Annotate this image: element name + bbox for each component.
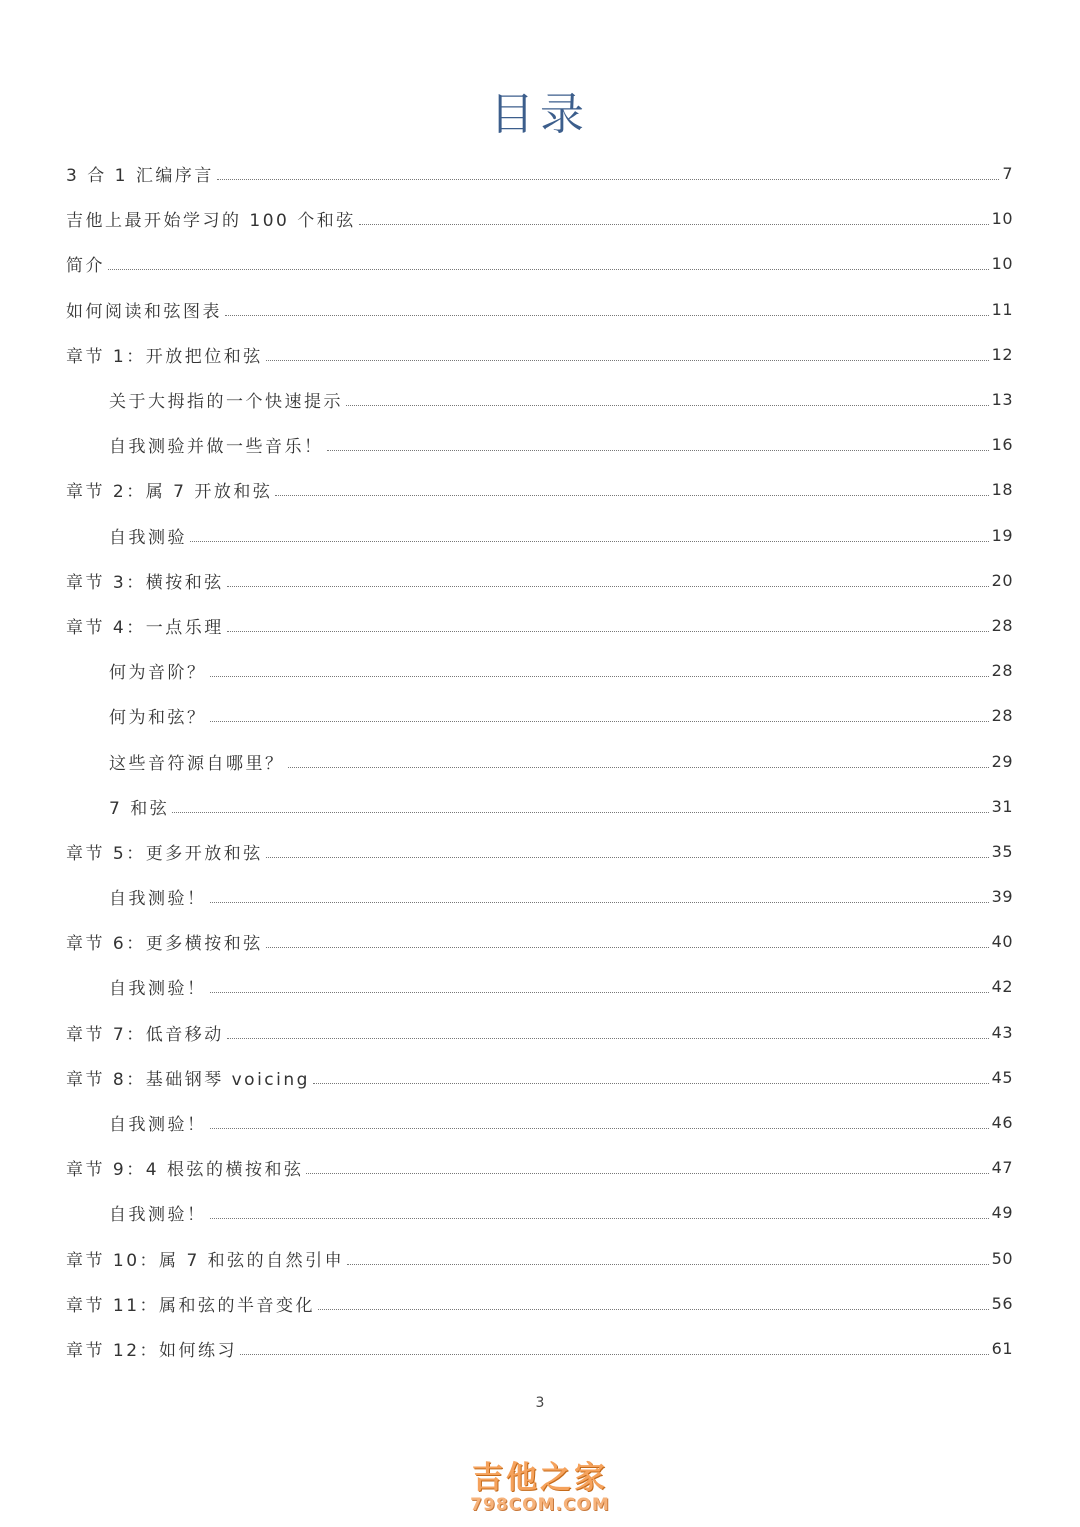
toc-dot-leader	[288, 767, 989, 768]
toc-dot-leader	[306, 1173, 988, 1174]
toc-dot-leader	[266, 947, 989, 948]
toc-entry-page: 10	[991, 254, 1013, 274]
page-title: 目录	[490, 89, 590, 140]
toc-entry-label: 自我测验并做一些音乐！	[109, 437, 324, 458]
toc-entry-label: 自我测验！	[109, 889, 207, 910]
toc-entry[interactable]	[66, 513, 1013, 558]
toc-entry[interactable]	[66, 1145, 1013, 1190]
toc-entry[interactable]	[66, 151, 1013, 196]
toc-dot-leader	[275, 495, 988, 496]
toc-entry[interactable]	[66, 874, 1013, 919]
toc-dot-leader	[266, 857, 989, 858]
toc-entry-label: 章节 12：如何练习	[66, 1340, 238, 1361]
toc-dot-leader	[210, 1218, 989, 1219]
toc-dot-leader	[266, 360, 989, 361]
toc-dot-leader	[313, 1083, 989, 1084]
toc-entry-page: 50	[991, 1248, 1013, 1268]
toc-entry[interactable]	[66, 784, 1013, 829]
toc-entry-page: 45	[991, 1067, 1013, 1087]
toc-dot-leader	[190, 541, 989, 542]
toc-entry-label: 章节 1：开放把位和弦	[66, 346, 263, 367]
toc-entry-label: 章节 8：基础钢琴 voicing	[66, 1069, 310, 1090]
toc-entry-label: 章节 9：4 根弦的横按和弦	[66, 1160, 304, 1181]
toc-entry[interactable]	[66, 964, 1013, 1009]
toc-entry-label: 章节 10：属 7 和弦的自然引申	[66, 1250, 345, 1271]
toc-dot-leader	[240, 1354, 989, 1355]
toc-entry-label: 章节 11：属和弦的半音变化	[66, 1295, 316, 1316]
toc-entry-page: 28	[991, 706, 1013, 726]
toc-entry[interactable]	[66, 919, 1013, 964]
toc-dot-leader	[217, 179, 999, 180]
toc-entry-page: 49	[991, 1203, 1013, 1223]
toc-entry-page: 31	[991, 796, 1013, 816]
watermark-logo	[440, 1452, 640, 1515]
toc-entry[interactable]	[66, 287, 1013, 332]
toc-entry-label: 3 合 1 汇编序言	[66, 166, 214, 187]
toc-entry-label: 如何阅读和弦图表	[66, 301, 222, 322]
toc-entry-page: 28	[991, 615, 1013, 635]
toc-dot-leader	[210, 1128, 989, 1129]
toc-entry[interactable]	[66, 467, 1013, 512]
toc-entry[interactable]	[66, 648, 1013, 693]
toc-entry-label: 关于大拇指的一个快速提示	[109, 392, 343, 413]
toc-entry-label: 章节 2：属 7 开放和弦	[66, 482, 273, 503]
toc-entry[interactable]	[66, 738, 1013, 783]
toc-entry[interactable]	[66, 558, 1013, 603]
toc-entry-page: 61	[991, 1338, 1013, 1358]
toc-entry-label: 何为和弦？	[109, 708, 207, 729]
toc-entry[interactable]	[66, 1236, 1013, 1281]
toc-entry-label: 何为音阶？	[109, 663, 207, 684]
toc-entry-label: 简介	[66, 256, 105, 277]
toc-entry[interactable]	[66, 1326, 1013, 1371]
table-of-contents	[66, 151, 1013, 1371]
toc-dot-leader	[227, 1038, 989, 1039]
toc-entry-page: 10	[991, 209, 1013, 229]
toc-dot-leader	[346, 405, 989, 406]
toc-entry-page: 28	[991, 661, 1013, 681]
toc-entry-page: 35	[991, 841, 1013, 861]
toc-dot-leader	[359, 224, 989, 225]
toc-entry[interactable]	[66, 241, 1013, 286]
toc-entry[interactable]	[66, 377, 1013, 422]
toc-entry[interactable]	[66, 1055, 1013, 1100]
toc-entry[interactable]	[66, 332, 1013, 377]
toc-entry-label: 章节 5：更多开放和弦	[66, 843, 263, 864]
toc-entry-label: 自我测验！	[109, 1205, 207, 1226]
toc-entry-label: 章节 6：更多横按和弦	[66, 934, 263, 955]
toc-entry-page: 11	[991, 299, 1013, 319]
toc-entry[interactable]	[66, 1190, 1013, 1235]
toc-entry-page: 13	[991, 390, 1013, 410]
toc-entry-page: 39	[991, 887, 1013, 907]
toc-entry-label: 章节 7：低音移动	[66, 1024, 224, 1045]
toc-entry-label: 自我测验	[109, 527, 187, 548]
toc-dot-leader	[327, 450, 989, 451]
toc-dot-leader	[210, 676, 989, 677]
toc-entry[interactable]	[66, 1281, 1013, 1326]
toc-entry-page: 18	[991, 480, 1013, 500]
toc-entry-label: 自我测验！	[109, 979, 207, 1000]
toc-entry-page: 20	[991, 570, 1013, 590]
toc-entry[interactable]	[66, 422, 1013, 467]
watermark-sub-text: 798COM.COM	[470, 1495, 610, 1515]
toc-dot-leader	[172, 812, 988, 813]
page-number: 3	[535, 1395, 545, 1411]
toc-entry-page: 16	[991, 435, 1013, 455]
toc-entry-label: 章节 3：横按和弦	[66, 572, 224, 593]
toc-entry-page: 42	[991, 977, 1013, 997]
toc-entry[interactable]	[66, 829, 1013, 874]
toc-dot-leader	[210, 992, 989, 993]
toc-entry[interactable]	[66, 693, 1013, 738]
toc-dot-leader	[225, 315, 989, 316]
toc-dot-leader	[227, 586, 989, 587]
toc-entry-page: 46	[991, 1113, 1013, 1133]
toc-entry-page: 47	[991, 1158, 1013, 1178]
watermark-main-text: 吉他之家	[472, 1460, 608, 1496]
toc-dot-leader	[210, 721, 989, 722]
toc-entry-page: 40	[991, 932, 1013, 952]
toc-entry-label: 章节 4：一点乐理	[66, 617, 224, 638]
toc-entry-page: 12	[991, 344, 1013, 364]
toc-entry-page: 43	[991, 1022, 1013, 1042]
toc-dot-leader	[318, 1309, 989, 1310]
toc-entry-label: 自我测验！	[109, 1115, 207, 1136]
toc-entry-page: 19	[991, 525, 1013, 545]
toc-entry[interactable]	[66, 603, 1013, 648]
toc-entry[interactable]	[66, 1100, 1013, 1145]
toc-entry[interactable]	[66, 196, 1013, 241]
toc-entry-page: 7	[1002, 164, 1013, 184]
toc-dot-leader	[108, 269, 989, 270]
toc-entry[interactable]	[66, 1010, 1013, 1055]
toc-entry-label: 吉他上最开始学习的 100 个和弦	[66, 211, 356, 232]
toc-dot-leader	[347, 1264, 988, 1265]
toc-dot-leader	[227, 631, 989, 632]
toc-entry-page: 29	[991, 751, 1013, 771]
toc-entry-label: 这些音符源自哪里？	[109, 753, 285, 774]
toc-entry-label: 7 和弦	[109, 798, 170, 819]
toc-dot-leader	[210, 902, 989, 903]
toc-entry-page: 56	[991, 1293, 1013, 1313]
